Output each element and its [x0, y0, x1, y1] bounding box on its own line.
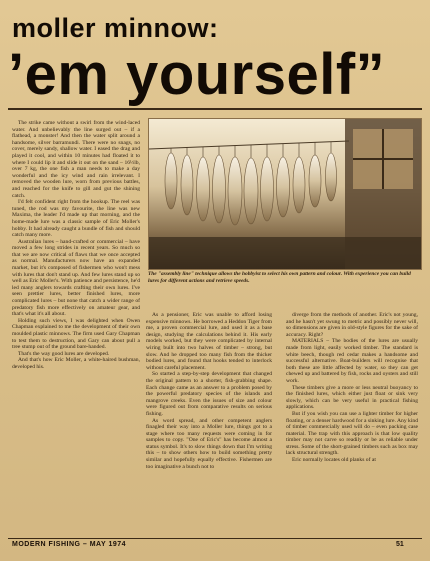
paragraph: The strike came without a swirl from the wind-laced water. And unbelievably the line surged out – if a flathead, a monster! And then the water split around a handsome, silver barramundi. There were no snags, no cover, merely sandy, shallow water. I eased the drag and played it cool, and within 10 minutes had floated it to where I could lip it and slide it out on the sand – 16½lb, over 7 kg, the one fish a man needs to make a day wonderful and the icy wind and rain irrelevant. I removed the wooden lure, worn from previous battles, and reached for the knife to gill and gut the shining catch. [12, 120, 140, 199]
article-column-3 [286, 312, 418, 537]
paragraph: That's the way good lures are developed. [18, 350, 110, 357]
paragraph: Holding such views, I was delighted when Owen Chapman explained to me the development of their own moulded plastic minnows. The firm used Gary Chapman to test them to destruction, and Gary can about pull a tree stump out of the ground bare-handed. [12, 317, 140, 351]
photo-caption: The "assembly line" technique allows the hobbyist to select his own pattern and colour. With experience you can build lures for different actions and retrieve speeds. [148, 271, 411, 284]
paragraph: And that's how Eric Moller, a white-haired bushman, developed his. [12, 357, 140, 370]
footer-rule [8, 538, 422, 539]
paragraph: Eric normally locates old planks of at [292, 457, 376, 464]
headline: ’em yourself” [8, 42, 386, 107]
magazine-footer: MODERN FISHING – MAY 1974 [12, 541, 127, 548]
paragraph: I'd felt confident right from the hookup. The reel was tuned, the rod was my favourite, the line was new Maxima, the leader I'd made up that morning, and the home-made lure was a classic sample of Eric Moller's hobby. It had already caught a bundle of fish and should catch many more. [12, 199, 140, 239]
paragraph: These timbers give a more or less neutral buoyancy to the finished lures, which either just float or sink very slowly, which can be very useful in practical fishing applications. [286, 384, 418, 411]
page-number: 51 [396, 541, 404, 548]
paragraph: diverge from the methods of another. Eric's not young, and he hasn't yet swung to metric and possibly never will, so dimensions are given in old-style figures for the sake of accuracy. Right? [286, 312, 418, 338]
lures-photo [148, 118, 422, 270]
paragraph: As a pensioner, Eric was unable to afford losing expensive minnows. He borrowed a Heddon Tiger from me, a proven commercial lure, and used it as a base design, studying the calculations behind it. His early models worked, but they were complicated by internal wiring built into two halves of timber – strong, but slow. And he dropped too many fish from the thicker bodied lures, and found that hooks tended to interlock without careful placement. [146, 312, 272, 371]
lures-drying-illustration [149, 119, 421, 269]
article-column-2 [146, 312, 272, 537]
paragraph: Australian lures – hand-crafted or commercial – have moved a few long strides in recent years. So much so that we are now critical of flaws that we once accepted as normal. Manufacturers now have an expanded market, but it's composed of fishermen who won't mess with lures that don't stand up. And few lures stand up so well as Eric Moller's. With patience and persistence, he'd led many anglers towards crafting their own lures. I've seen prettier lures, better finished lures, more complicated lures – but none that catch a wider range of predatory fish more effectively on amateur gear, and that's what it's all about. [12, 238, 140, 318]
divider-rule [8, 108, 422, 110]
paragraph: As word spread, and other competent anglers finagled their way into a Moller lure, things got to a stage where too many requests were coming in for samples to copy. "One of Eric's" has become almost a status symbol. It's to slow things down that I'm writing this – to show others how to build something pretty similar and hopefully equally effective. Fishermen are too imaginative a bunch not to [146, 417, 272, 470]
paragraph: But if you wish you can use a lighter timber for higher floating, or a denser hardwood for a sinking lure. Any kind of timber commercially used will do – even packing case material. The trap with this approach is that low quality timber may not carve so readily or be as reliable under stress. Some of the short-grained timbers such as box may lack structural strength. [286, 410, 418, 457]
paragraph: So started a step-by-step development that changed the original pattern to a shorter, fish-grabbing shape. Each change came as an answer to a problem posed by the powerful predatory species of the islands and mangrove creeks. Even the issues of size and colour were figured out from comparative results on serious fishing. [146, 371, 272, 417]
kicker-title: moller minnow: [12, 13, 219, 43]
article-column-1 [12, 120, 140, 523]
paragraph: MATERIALS – The bodies of the lures are usually made from light, easily worked timber. The standard is white beech, though red cedar makes a handsome and successful alternative. Boat-builders will recognise that both these are little affected by water, so they can get chewed up and battered by fish, rocks and oysters and still work. [286, 338, 418, 384]
